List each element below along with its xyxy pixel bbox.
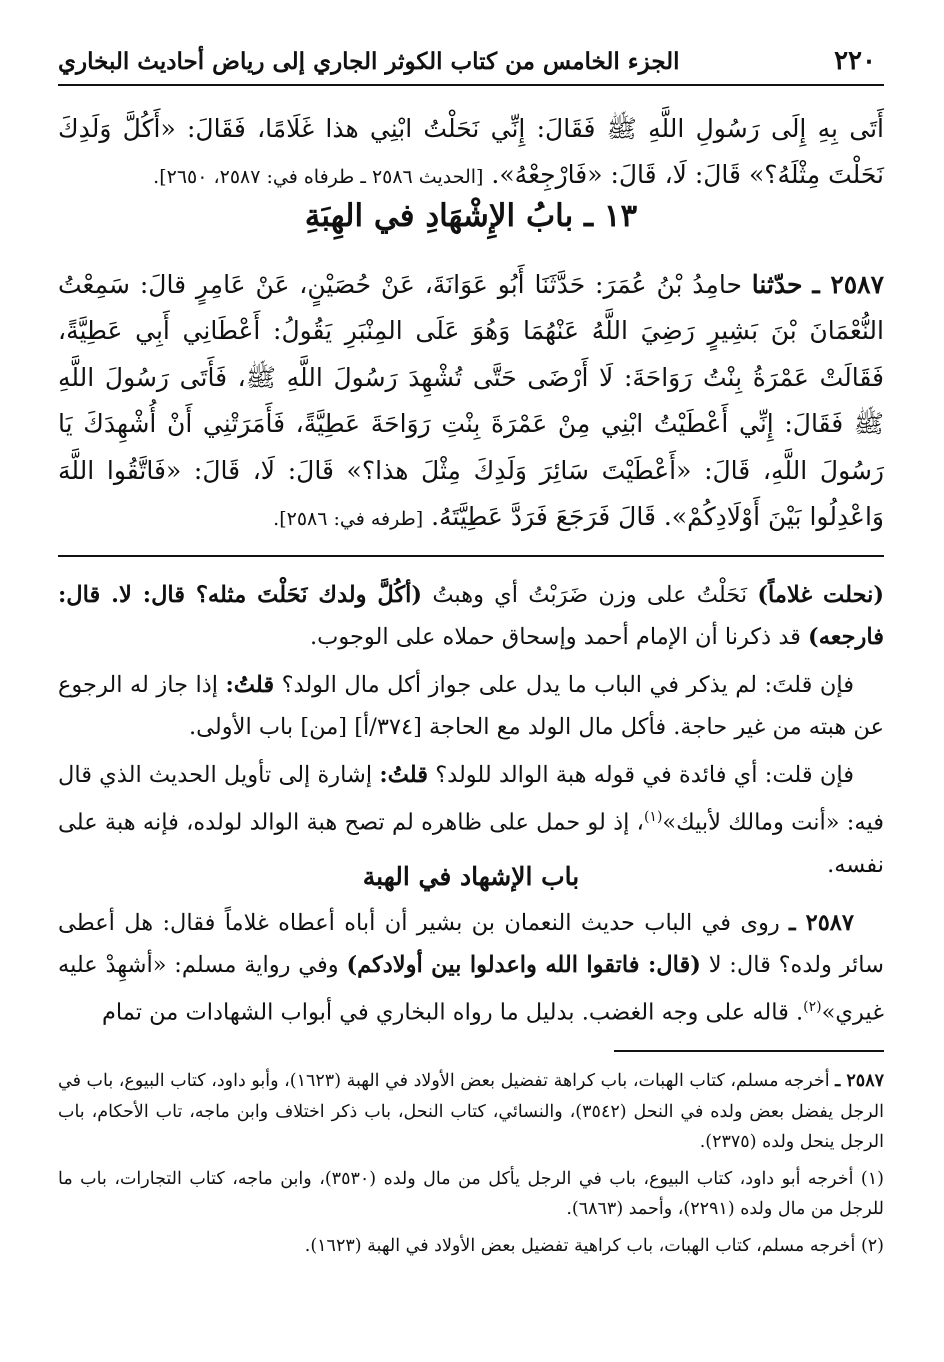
hadith-number: ٢٥٨٧ ـ [812,270,885,299]
footnote-text: أخرجه أبو داود، كتاب البيوع، باب في الرجل يأكل من مال ولده (٣٥٣٠)، وابن ماجه، كتاب التجارات، باب ما للرجل من مال ولده (٢٢٩١)، وأحمد (٦٨٦٣). [58,1168,884,1219]
footnote-item [58,1164,884,1225]
footnote-item [58,1231,884,1262]
commentary-section-2 [58,902,884,1040]
chapter-title: ١٣ ـ بابُ الإِشْهَادِ في الهِبَةِ [304,198,638,234]
commentary-paragraph-1 [58,574,884,658]
commentary-text: قد ذكرنا أن الإمام أحمد وإسحاق حملاه على الوجوب. [310,624,801,650]
commentary-paragraph-4 [58,902,884,1034]
hadith-text: حامِدُ بْنُ عُمَرَ: حَدَّثَنَا أَبُو عَوَانَةَ، عَنْ حُصَيْنٍ، عَنْ عَامِرٍ قالَ: سَمِعْتُ النُّعْمَانَ بْنَ بَشِيرٍ رَضِيَ اللَّهُ عَنْهُمَا وَهُوَ عَلَى المِنْبَرِ يَقُولُ: أَعْطَانِي أَبِي عَطِيَّةً، فَقَالَتْ عَمْرَةُ بِنْتُ رَوَاحَةَ: لَا أَرْضَى حَتَّى تُشْهِدَ رَسُولَ اللَّهِ ﷺ، فَأَتَى رَسُولَ اللَّهِ ﷺ فَقَالَ: إِنِّي أَعْطَيْتُ ابْنِي مِنْ عَمْرَةَ بِنْتِ رَوَاحَةَ عَطِيَّةً، فَأَمَرَتْنِي أَنْ أُشْهِدَكَ يَا رَسُولَ اللَّهِ، قَالَ: «أَعْطَيْتَ سَائِرَ وَلَدِكَ مِثْلَ هذا؟» قَالَ: لَا، قَالَ: «فَاتَّقُوا اللَّهَ وَاعْدِلُوا بَيْنَ أَوْلَادِكُمْ». قَالَ فَرَجَعَ فَرَدَّ عَطِيَّتَهُ. [58,270,884,532]
commentary-lemma-2: (أكُلَّ ولدك نَحَلْتَ مثله؟ قال: لا. قال: فارجعه) [58,582,884,650]
commentary-text: . قاله على وجه الغضب. بدليل ما رواه البخاري في أبواب الشهادات من تمام [101,999,804,1026]
page-number: ٢٢٠ [834,46,876,76]
commentary-text: ، إذ لو حمل على ظاهره لم تصح هبة الوالد لولده، فإنه هبة على نفسه. [58,809,884,878]
top-hadith-text: أَتَى بِهِ إِلَى رَسُولِ اللَّهِ ﷺ فَقَالَ: إِنِّي نَحَلْتُ ابْنِي هذا غَلَامًا، فَقَالَ: «أَكُلَّ وَلَدِكَ نَحَلْتَ مِثْلَهُ؟» قَالَ: لَا، قَالَ: «فَارْجِعْهُ». [58,114,884,190]
commentary-text: إشارة إلى تأويل الحديث الذي قال فيه: «أنت ومالك لأبيك» [58,762,884,836]
footnote-marker-2: (٢) [803,999,822,1015]
footnote-rule [614,1050,884,1052]
footnote-marker-1: (١) [643,809,663,825]
running-title: الجزء الخامس من كتاب الكوثر الجاري إلى رياض أحاديث البخاري [58,48,680,75]
footnote-label: (١) [860,1168,884,1189]
footnote-item [58,1066,884,1158]
footnote-label: ٢٥٨٧ ـ [835,1071,884,1091]
top-hadith-reference: [الحديث ٢٥٨٦ ـ طرفاه في: ٢٥٨٧، ٢٦٥٠]. [153,166,484,189]
footnote-label: (٢) [860,1235,884,1256]
section-divider [58,555,884,557]
hadith-reference: [طرفه في: ٢٥٨٦]. [273,508,424,531]
commentary-text: وفي رواية مسلم: «أشهِدْ عليه غيري» [58,952,884,1026]
commentary-lemma-3: (قال: فاتقوا الله واعدلوا بين أولادكم) [346,952,701,978]
commentary-text: روى في الباب حديث النعمان بن بشير أن أباه أعطاه غلاماً فقال: هل أعطى سائر ولده؟ قال: لا [58,910,885,978]
commentary-qultu: قلتُ: [225,672,275,698]
top-hadith-continuation [58,106,884,201]
commentary-lemma-1: (نحلت غلاماً) [757,582,885,608]
commentary-qultu: قلتُ: [379,762,428,788]
commentary-paragraph-2 [58,664,884,748]
footnote-text: أخرجه مسلم، كتاب الهبات، باب كراهة تفضيل بعض الأولاد في الهبة (١٦٢٣)، وأبو داود، كتاب البيوع، باب في الرجل يفضل بعض ولده في النحل (٣٥٤٢)، والنسائي، كتاب النحل، باب ذكر اختلاف وابن ماجه، تاب الأحكام، باب الرجل ينحل ولده (٢٣٧٥). [58,1071,884,1152]
commentary-section [58,574,884,892]
commentary-text: نَحَلْتُ على وزن ضَرَبْتُ أي وهبتُ [432,582,748,608]
commentary-text: إذا جاز له الرجوع عن هبته من غير حاجة. فأكل مال الولد مع الحاجة [٣٧٤/أ] [من] باب الأولى. [58,672,884,740]
page-header [58,40,884,86]
commentary-hadith-number: ٢٥٨٧ ـ [789,910,854,936]
commentary-text: فإن قلتَ: لم يذكر في الباب ما يدل على جواز أكل مال الولد؟ [281,672,854,698]
footnote-text: أخرجه مسلم، كتاب الهبات، باب كراهية تفضيل بعض الأولاد في الهبة (١٦٢٣). [304,1235,856,1256]
hadith-2587 [58,262,884,542]
commentary-text: فإن قلت: أي فائدة في قوله هبة الوالد للولد؟ [435,762,854,788]
footnotes [58,1066,884,1267]
hadith-haddathana: حدّثنا [751,270,803,299]
commentary-sub-heading: باب الإشهاد في الهبة [362,862,580,891]
